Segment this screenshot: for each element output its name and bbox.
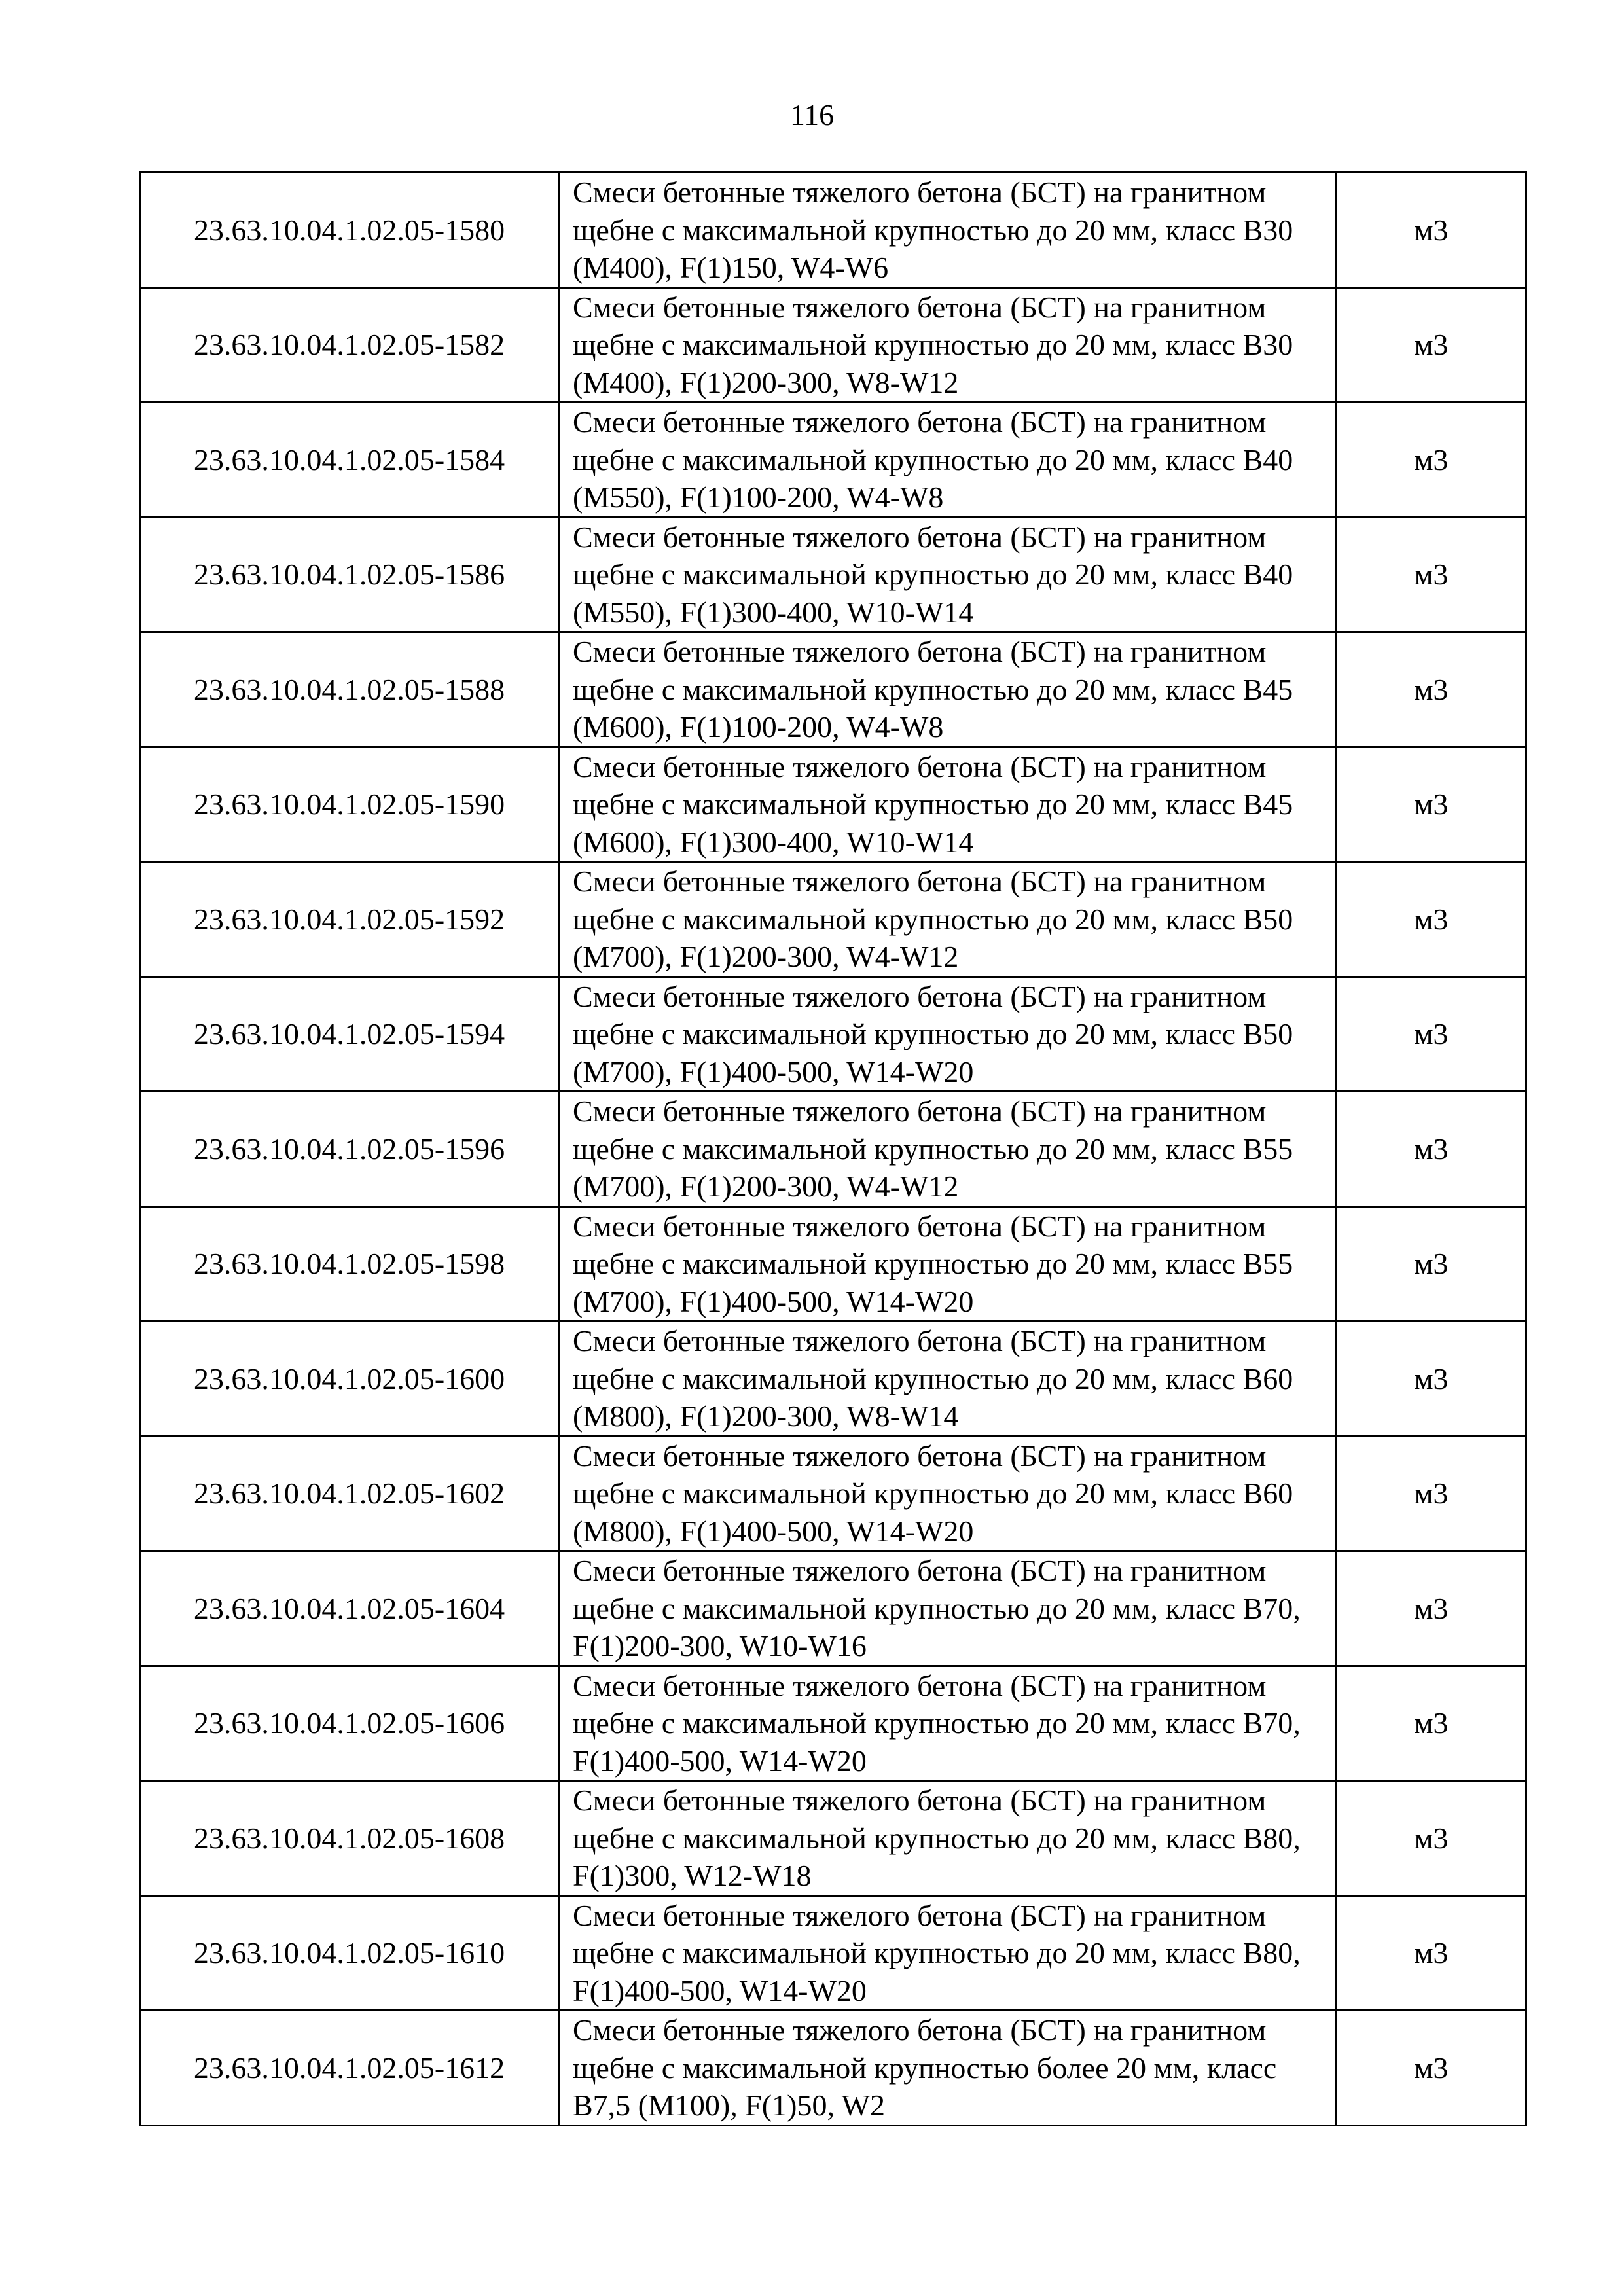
table-row [140,1436,1526,1551]
resource-code: 23.63.10.04.1.02.05-1606 [140,1666,559,1781]
table-row [140,287,1526,403]
unit-of-measure: м3 [1337,517,1526,632]
resource-code: 23.63.10.04.1.02.05-1592 [140,862,559,977]
unit-of-measure: м3 [1337,287,1526,403]
table-row [140,1781,1526,1896]
page-number: 116 [789,98,835,132]
table-row [140,173,1526,288]
resource-description: Смеси бетонные тяжелого бетона (БСТ) на гранитном щебне с максимальной крупностью до 20 мм, класс В30 (М400), F(1)150, W4-W6 [559,173,1337,288]
unit-of-measure: м3 [1337,2011,1526,2126]
resource-table [139,171,1527,2126]
table-row [140,747,1526,862]
unit-of-measure: м3 [1337,1781,1526,1896]
resource-description: Смеси бетонные тяжелого бетона (БСТ) на гранитном щебне с максимальной крупностью до 20 мм, класс В45 (М600), F(1)100-200, W4-W8 [559,632,1337,747]
resource-description: Смеси бетонные тяжелого бетона (БСТ) на гранитном щебне с максимальной крупностью до 20 мм, класс В50 (М700), F(1)400-500, W14-W20 [559,977,1337,1092]
resource-code: 23.63.10.04.1.02.05-1594 [140,977,559,1092]
resource-code: 23.63.10.04.1.02.05-1586 [140,517,559,632]
resource-description: Смеси бетонные тяжелого бетона (БСТ) на гранитном щебне с максимальной крупностью до 20 мм, класс В40 (М550), F(1)100-200, W4-W8 [559,403,1337,518]
table-row [140,1895,1526,2011]
resource-description: Смеси бетонные тяжелого бетона (БСТ) на гранитном щебне с максимальной крупностью до 20 мм, класс В55 (М700), F(1)200-300, W4-W12 [559,1092,1337,1207]
unit-of-measure: м3 [1337,1551,1526,1666]
unit-of-measure: м3 [1337,1321,1526,1437]
table-row [140,862,1526,977]
unit-of-measure: м3 [1337,1436,1526,1551]
resource-description: Смеси бетонные тяжелого бетона (БСТ) на гранитном щебне с максимальной крупностью до 20 мм, класс В55 (М700), F(1)400-500, W14-W20 [559,1206,1337,1321]
resource-code: 23.63.10.04.1.02.05-1600 [140,1321,559,1437]
resource-code: 23.63.10.04.1.02.05-1584 [140,403,559,518]
resource-description: Смеси бетонные тяжелого бетона (БСТ) на гранитном щебне с максимальной крупностью до 20 мм, класс В80, F(1)400-500, W14-W20 [559,1895,1337,2011]
table-row [140,1551,1526,1666]
unit-of-measure: м3 [1337,403,1526,518]
unit-of-measure: м3 [1337,632,1526,747]
resource-code: 23.63.10.04.1.02.05-1608 [140,1781,559,1896]
unit-of-measure: м3 [1337,1666,1526,1781]
resource-code: 23.63.10.04.1.02.05-1582 [140,287,559,403]
table-row [140,2011,1526,2126]
resource-description: Смеси бетонные тяжелого бетона (БСТ) на гранитном щебне с максимальной крупностью до 20 мм, класс В70, F(1)200-300, W10-W16 [559,1551,1337,1666]
unit-of-measure: м3 [1337,173,1526,288]
table-row [140,1092,1526,1207]
resource-description: Смеси бетонные тяжелого бетона (БСТ) на гранитном щебне с максимальной крупностью до 20 мм, класс В70, F(1)400-500, W14-W20 [559,1666,1337,1781]
table-row [140,632,1526,747]
resource-description: Смеси бетонные тяжелого бетона (БСТ) на гранитном щебне с максимальной крупностью до 20 мм, класс В50 (М700), F(1)200-300, W4-W12 [559,862,1337,977]
resource-code: 23.63.10.04.1.02.05-1602 [140,1436,559,1551]
resource-description: Смеси бетонные тяжелого бетона (БСТ) на гранитном щебне с максимальной крупностью до 20 мм, класс В40 (М550), F(1)300-400, W10-W14 [559,517,1337,632]
resource-code: 23.63.10.04.1.02.05-1598 [140,1206,559,1321]
resource-code: 23.63.10.04.1.02.05-1590 [140,747,559,862]
resource-description: Смеси бетонные тяжелого бетона (БСТ) на гранитном щебне с максимальной крупностью до 20 мм, класс В60 (М800), F(1)200-300, W8-W14 [559,1321,1337,1437]
resource-code: 23.63.10.04.1.02.05-1580 [140,173,559,288]
table-row [140,977,1526,1092]
unit-of-measure: м3 [1337,1206,1526,1321]
resource-description: Смеси бетонные тяжелого бетона (БСТ) на гранитном щебне с максимальной крупностью до 20 мм, класс В45 (М600), F(1)300-400, W10-W14 [559,747,1337,862]
unit-of-measure: м3 [1337,1092,1526,1207]
table-row [140,1206,1526,1321]
unit-of-measure: м3 [1337,747,1526,862]
unit-of-measure: м3 [1337,977,1526,1092]
resource-description: Смеси бетонные тяжелого бетона (БСТ) на гранитном щебне с максимальной крупностью до 20 мм, класс В80, F(1)300, W12-W18 [559,1781,1337,1896]
table-row [140,517,1526,632]
table-row [140,1321,1526,1437]
table-row [140,1666,1526,1781]
resource-code: 23.63.10.04.1.02.05-1596 [140,1092,559,1207]
resource-code: 23.63.10.04.1.02.05-1612 [140,2011,559,2126]
resource-description: Смеси бетонные тяжелого бетона (БСТ) на гранитном щебне с максимальной крупностью более 20 мм, класс В7,5 (М100), F(1)50, W2 [559,2011,1337,2126]
resource-description: Смеси бетонные тяжелого бетона (БСТ) на гранитном щебне с максимальной крупностью до 20 мм, класс В60 (М800), F(1)400-500, W14-W20 [559,1436,1337,1551]
resource-code: 23.63.10.04.1.02.05-1588 [140,632,559,747]
unit-of-measure: м3 [1337,1895,1526,2011]
table-row [140,403,1526,518]
resource-description: Смеси бетонные тяжелого бетона (БСТ) на гранитном щебне с максимальной крупностью до 20 мм, класс В30 (М400), F(1)200-300, W8-W12 [559,287,1337,403]
unit-of-measure: м3 [1337,862,1526,977]
resource-code: 23.63.10.04.1.02.05-1610 [140,1895,559,2011]
resource-code: 23.63.10.04.1.02.05-1604 [140,1551,559,1666]
